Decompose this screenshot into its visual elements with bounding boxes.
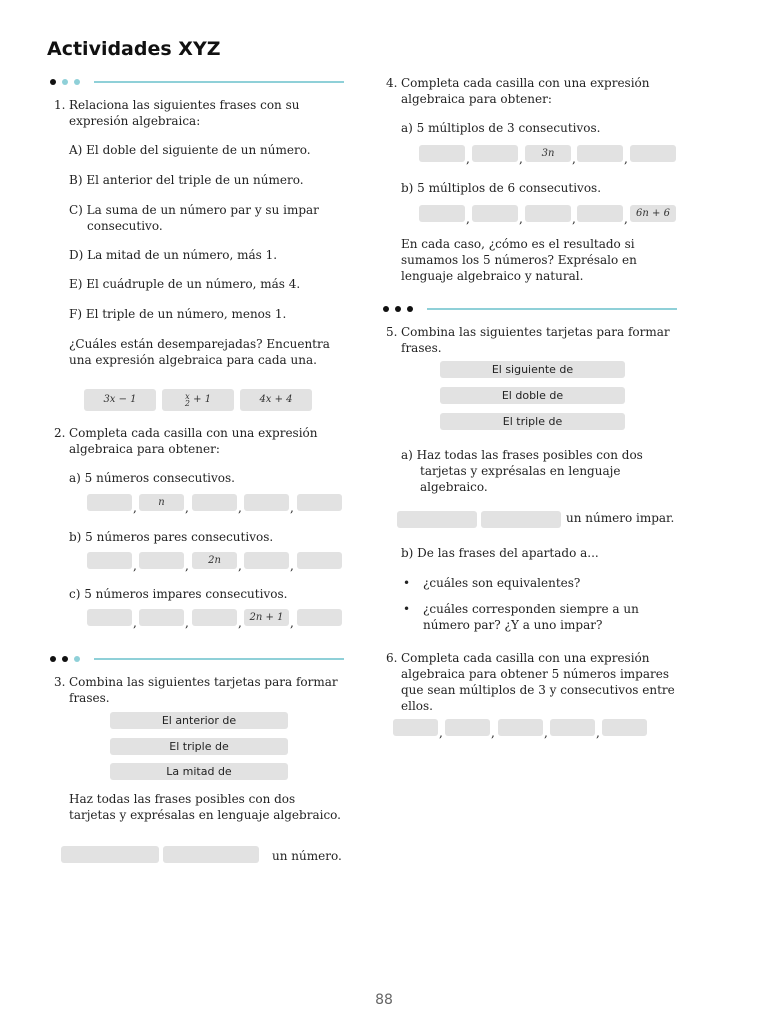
answer-box[interactable] — [481, 511, 561, 528]
comma: , — [466, 152, 470, 166]
exercise-prompt: algebraica para obtener: — [401, 92, 552, 106]
exercise-prompt: frases. — [69, 691, 110, 705]
answer-box[interactable] — [244, 552, 289, 569]
exercise-prompt: expresión algebraica: — [69, 114, 201, 128]
comma: , — [519, 152, 523, 166]
subquestion-c: c) 5 números impares consecutivos. — [69, 587, 288, 601]
subquestion-a: algebraico. — [420, 480, 488, 494]
comma: , — [238, 616, 242, 630]
answer-box[interactable] — [297, 609, 342, 626]
exercise-prompt: frases. — [401, 341, 442, 355]
answer-box[interactable] — [630, 145, 676, 162]
question: En cada caso, ¿cómo es el resultado si — [401, 237, 635, 251]
exercise-prompt: que sean múltiplos de 3 y consecutivos entre — [401, 683, 675, 697]
comma: , — [544, 726, 548, 740]
bullet-icon: • — [403, 602, 411, 616]
answer-box[interactable] — [602, 719, 647, 736]
divider-line — [94, 658, 344, 660]
comma: , — [572, 152, 576, 166]
comma: , — [572, 212, 576, 226]
bullet-text: ¿cuáles son equivalentes? — [423, 576, 581, 590]
answer-box[interactable] — [192, 494, 237, 511]
exercise-number: 6. — [386, 651, 398, 665]
answer-box[interactable] — [397, 511, 477, 528]
answer-box[interactable] — [419, 205, 465, 222]
comma: , — [133, 616, 137, 630]
answer-box[interactable] — [61, 846, 159, 863]
exercise-prompt: Completa cada casilla con una expresión — [401, 76, 650, 90]
answer-box[interactable] — [87, 609, 132, 626]
comma: , — [185, 559, 189, 573]
phrase-item: C) La suma de un número par y su impar — [69, 203, 319, 217]
comma: , — [238, 559, 242, 573]
subquestion-b: b) 5 múltiplos de 6 consecutivos. — [401, 181, 602, 195]
phrase-card[interactable]: El triple de — [440, 413, 625, 430]
comma: , — [290, 559, 294, 573]
divider-dot — [407, 306, 413, 312]
instruction: Haz todas las frases posibles con dos — [69, 792, 296, 806]
exercise-prompt: ellos. — [401, 699, 433, 713]
comma: , — [439, 726, 443, 740]
answer-box[interactable] — [498, 719, 543, 736]
comma: , — [185, 616, 189, 630]
exercise-number: 1. — [54, 98, 66, 112]
phrase-item: F) El triple de un número, menos 1. — [69, 307, 287, 321]
answer-box[interactable] — [163, 846, 259, 863]
question: sumamos los 5 números? Exprésalo en — [401, 253, 637, 267]
answer-box[interactable] — [139, 609, 184, 626]
answer-box[interactable] — [297, 494, 342, 511]
phrase-item: A) El doble del siguiente de un número. — [69, 143, 311, 157]
comma: , — [290, 616, 294, 630]
answer-box[interactable] — [393, 719, 438, 736]
instruction: tarjetas y exprésalas en lenguaje algebraico. — [69, 808, 341, 822]
answer-box[interactable] — [577, 145, 623, 162]
divider-line — [94, 81, 344, 83]
answer-tail: un número. — [272, 849, 342, 863]
answer-tail: un número impar. — [566, 511, 675, 525]
answer-box[interactable]: 2n — [192, 552, 237, 569]
exercise-number: 5. — [386, 325, 398, 339]
answer-box[interactable] — [244, 494, 289, 511]
divider-dot — [62, 79, 68, 85]
exercise-prompt: algebraica para obtener 5 números impares — [401, 667, 669, 681]
phrase-item: consecutivo. — [87, 219, 163, 233]
answer-box[interactable] — [445, 719, 490, 736]
comma: , — [466, 212, 470, 226]
answer-box[interactable]: n — [139, 494, 184, 511]
answer-box[interactable]: 2n + 1 — [244, 609, 289, 626]
comma: , — [133, 501, 137, 515]
expression-card: 3x − 1 — [84, 389, 156, 411]
answer-box[interactable] — [472, 145, 518, 162]
question: lenguaje algebraico y natural. — [401, 269, 584, 283]
expression-card — [162, 389, 234, 411]
phrase-card[interactable]: El anterior de — [110, 712, 288, 729]
comma: , — [624, 152, 628, 166]
phrase-card[interactable]: El doble de — [440, 387, 625, 404]
fraction-numerator: x — [185, 391, 190, 401]
exercise-number: 3. — [54, 675, 66, 689]
answer-box[interactable] — [192, 609, 237, 626]
page-title: Actividades XYZ — [47, 38, 221, 60]
answer-box[interactable] — [472, 205, 518, 222]
phrase-card[interactable]: El triple de — [110, 738, 288, 755]
divider-dot — [50, 656, 56, 662]
comma: , — [238, 501, 242, 515]
page-number: 88 — [375, 992, 393, 1008]
phrase-item: B) El anterior del triple de un número. — [69, 173, 304, 187]
expression-tail: + 1 — [193, 394, 212, 405]
exercise-number: 4. — [386, 76, 398, 90]
phrase-card[interactable]: El siguiente de — [440, 361, 625, 378]
comma: , — [491, 726, 495, 740]
fraction-denominator: 2 — [184, 398, 190, 408]
subquestion-a: a) 5 múltiplos de 3 consecutivos. — [401, 121, 601, 135]
divider-dot — [62, 656, 68, 662]
answer-box[interactable]: 3n — [525, 145, 571, 162]
subquestion-a: tarjetas y exprésalas en lenguaje — [420, 464, 621, 478]
exercise-prompt: Combina las siguientes tarjetas para formar — [401, 325, 670, 339]
comma: , — [596, 726, 600, 740]
comma: , — [133, 559, 137, 573]
expression-card: 4x + 4 — [240, 389, 312, 411]
phrase-item: D) La mitad de un número, más 1. — [69, 248, 278, 262]
phrase-item: E) El cuádruple de un número, más 4. — [69, 277, 301, 291]
comma: , — [624, 212, 628, 226]
comma: , — [185, 501, 189, 515]
question: ¿Cuáles están desemparejadas? Encuentra — [69, 337, 330, 351]
exercise-prompt: Relaciona las siguientes frases con su — [69, 98, 300, 112]
answer-box[interactable]: 6n + 6 — [630, 205, 676, 222]
answer-box[interactable] — [297, 552, 342, 569]
fraction — [185, 393, 190, 407]
divider-dot — [74, 656, 80, 662]
bullet-text: ¿cuáles corresponden siempre a un — [423, 602, 639, 616]
divider-line — [427, 308, 677, 310]
divider-dot — [395, 306, 401, 312]
divider-dot — [50, 79, 56, 85]
exercise-prompt: Combina las siguientes tarjetas para formar — [69, 675, 338, 689]
exercise-prompt: algebraica para obtener: — [69, 442, 220, 456]
comma: , — [290, 501, 294, 515]
bullet-text: número par? ¿Y a uno impar? — [423, 618, 603, 632]
divider-dot — [74, 79, 80, 85]
answer-box[interactable] — [139, 552, 184, 569]
answer-box[interactable] — [87, 494, 132, 511]
answer-box[interactable] — [577, 205, 623, 222]
exercise-number: 2. — [54, 426, 66, 440]
answer-box[interactable] — [419, 145, 465, 162]
subquestion-a: a) 5 números consecutivos. — [69, 471, 235, 485]
subquestion-b: b) 5 números pares consecutivos. — [69, 530, 274, 544]
phrase-card[interactable]: La mitad de — [110, 763, 288, 780]
question: una expresión algebraica para cada una. — [69, 353, 317, 367]
exercise-prompt: Completa cada casilla con una expresión — [69, 426, 318, 440]
subquestion-a: a) Haz todas las frases posibles con dos — [401, 448, 643, 462]
subquestion-b: b) De las frases del apartado a... — [401, 546, 599, 560]
exercise-prompt: Completa cada casilla con una expresión — [401, 651, 650, 665]
comma: , — [519, 212, 523, 226]
answer-box[interactable] — [87, 552, 132, 569]
divider-dot — [383, 306, 389, 312]
answer-box[interactable] — [550, 719, 595, 736]
answer-box[interactable] — [525, 205, 571, 222]
bullet-icon: • — [403, 576, 411, 590]
